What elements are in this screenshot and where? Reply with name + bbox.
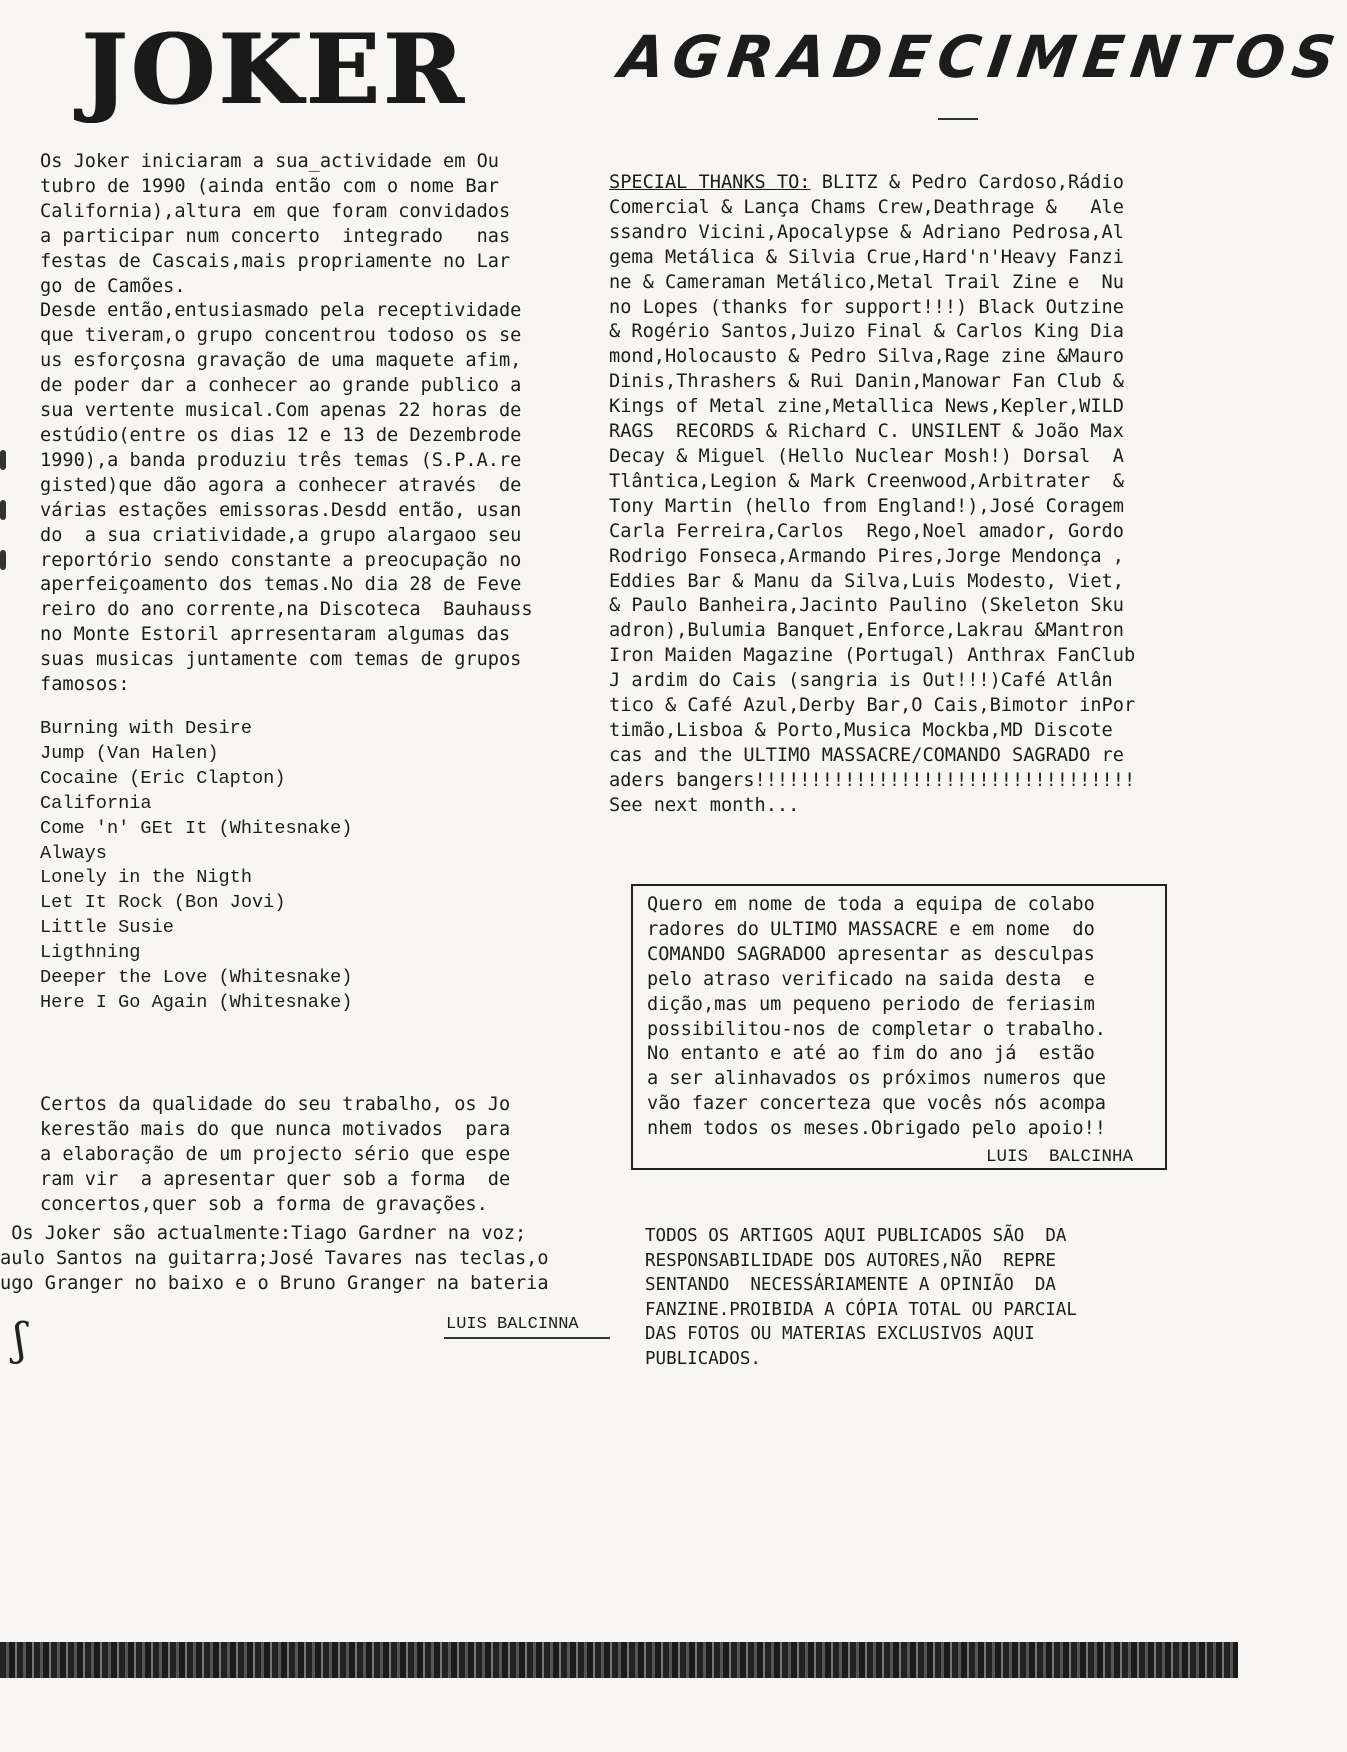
song-item: California <box>40 792 152 814</box>
song-item: Lonely in the Nigth <box>40 867 253 889</box>
song-item: Come 'n' GEt It (Whitesnake) <box>40 817 353 839</box>
joker-members-text: Os Joker são actualmente:Tiago Gardner na voz; aulo Santos na guitarra;José Tavares nas teclas,o ugo Granger no baixo e o Bruno Granger na bateria <box>0 1223 549 1294</box>
agradecimentos-title: AGRADECIMENTOS <box>615 23 1347 91</box>
song-item: Cocaine (Eric Clapton) <box>40 767 286 789</box>
song-list <box>40 717 352 1016</box>
joker-outro-text: Certos da qualidade do seu trabalho, os Jo kerestão mais do que nunca motivados para a elaboração de um projecto sério que espe ram vir a apresentar quer sob a forma de concertos,quer sob a forma de gravações. <box>40 1094 511 1215</box>
thanks-body: Comercial & Lança Chams Crew,Deathrage & Ale ssandro Vicini,Apocalypse & Adriano Pedrosa,Al gema Metálica & Silvia Crue,Hard'n'Heavy Fanzi ne & Cameraman Metálico,Metal Trail Zine e Nu no Lopes (thanks for support!!!) Black Outzine & Rogério Santos,Juizo Final & Carlos King Dia mond,Holocausto & Pedro Silva,Rage zine &Mauro Dinis,Thrashers & Rui Danin,Manowar Fan Club & Kings of Metal zine,Metallica News,Kepler,WILD RAGS RECORDS & Richard C. UNSILENT & João Max Decay & Miguel (Hello Nuclear Mosh!) Dorsal A Tlântica,Legion & Mark Creenwood,Arbitrater & Tony Martin (hello from England!),José Coragem Carla Ferreira,Carlos Rego,Noel amador, Gordo Rodrigo Fonseca,Armando Pires,Jorge Mendonça , Eddies Bar & Manu da Silva,Luis Modesto, Viet, & Paulo Banheira,Jacinto Paulino (Skeleton Sku adron),Bulumia Banquet,Enforce,Lakrau &Mantron Iron Maiden Magazine (Portugal) Anthrax FanClub J ardim do Cais (sangria is Out!!!)Café Atlân tico & Café Azul,Derby Bar,O Cais,Bimotor inPor timão,Lisboa & Porto,Musica Mockba,MD Discote cas and the ULTIMO MASSACRE/COMANDO SAGRADO re aders bangers!!!!!!!!!!!!!!!!!!!!!!!!!!!!!!!!!! See next month... <box>609 196 1136 816</box>
disclaimer-text: TODOS OS ARTIGOS AQUI PUBLICADOS SÃO DA RESPONSABILIDADE DOS AUTORES,NÃO REPRE SENTANDO NECESSÁRIAMENTE A OPINIÃO DA FANZINE.PROIBIDA A CÓPIA TOTAL OU PARCIAL DAS FOTOS OU MATERIAS EXCLUSIVOS AQUI PUBLICADOS. <box>645 1226 1077 1369</box>
apology-signature: LUIS BALCINHA <box>986 1147 1134 1167</box>
joker-signature: LUIS BALCINNA <box>446 1315 579 1334</box>
song-item: Little Susie <box>40 917 174 939</box>
apology-text: Quero em nome de toda a equipa de colabo radores do ULTIMO MASSACRE e em nome do COMANDO SAGRADOO apresentar as desculpas pelo atraso verificado na saida desta e dição,mas um pequeno periodo de feriasim possibilitou-nos de completar o trabalho. No entanto e até ao fim do ano já estão a ser alinhavados os próximos numeros que vão fazer concerteza que vocês nós acompa nhem todos os meses.Obrigado pelo apoio!! <box>647 894 1106 1140</box>
staple-mark: ʃ <box>14 1314 26 1365</box>
song-item: Always <box>40 842 107 864</box>
signature-rule <box>444 1337 610 1339</box>
joker-title: JOKER <box>82 13 468 126</box>
song-item: Jump (Van Halen) <box>40 742 219 764</box>
song-item: Let It Rock (Bon Jovi) <box>40 892 286 914</box>
bottom-scan-band <box>0 1642 1238 1678</box>
song-item: Here I Go Again (Whitesnake) <box>40 991 353 1013</box>
song-item: Burning with Desire <box>40 718 253 739</box>
title-underline-mark <box>938 118 978 120</box>
joker-intro-text: Os Joker iniciaram a sua_actividade em Ou tubro de 1990 (ainda então com o nome Bar California),altura em que foram convidados a participar num concerto integrado nas festas de Cascais,mais propriamente no Lar go de Camões. Desde então,entusiasmado pela receptividade que tiveram,o grupo concentrou todoso os se us esforçosna gravação de uma maquete afim, de poder dar a conhecer ao grande publico a sua vertente musical.Com apenas 22 horas de estúdio(entre os dias 12 e 13 de Dezembrode 1990),a banda produziu três temas (S.P.A.re gisted)que dão agora a conhecer através de várias estações emissoras.Desdd então, usan do a sua criatividade,a grupo alargaoo seu reportório sendo constante a preocupação no aperfeiçoamento dos temas.No dia 28 de Feve reiro do ano corrente,na Discoteca Bauhauss no Monte Estoril aprresentaram algumas das suas musicas juntamente com temas de grupos famosos: <box>40 151 533 696</box>
special-thanks-label: SPECIAL THANKS TO: <box>609 172 811 193</box>
thanks-first-line: BLITZ & Pedro Cardoso,Rádio <box>810 172 1124 193</box>
song-item: Ligthning <box>40 942 141 964</box>
song-item: Deeper the Love (Whitesnake) <box>40 967 353 989</box>
binding-edge-marks <box>0 450 10 650</box>
special-thanks-text <box>609 171 1135 819</box>
